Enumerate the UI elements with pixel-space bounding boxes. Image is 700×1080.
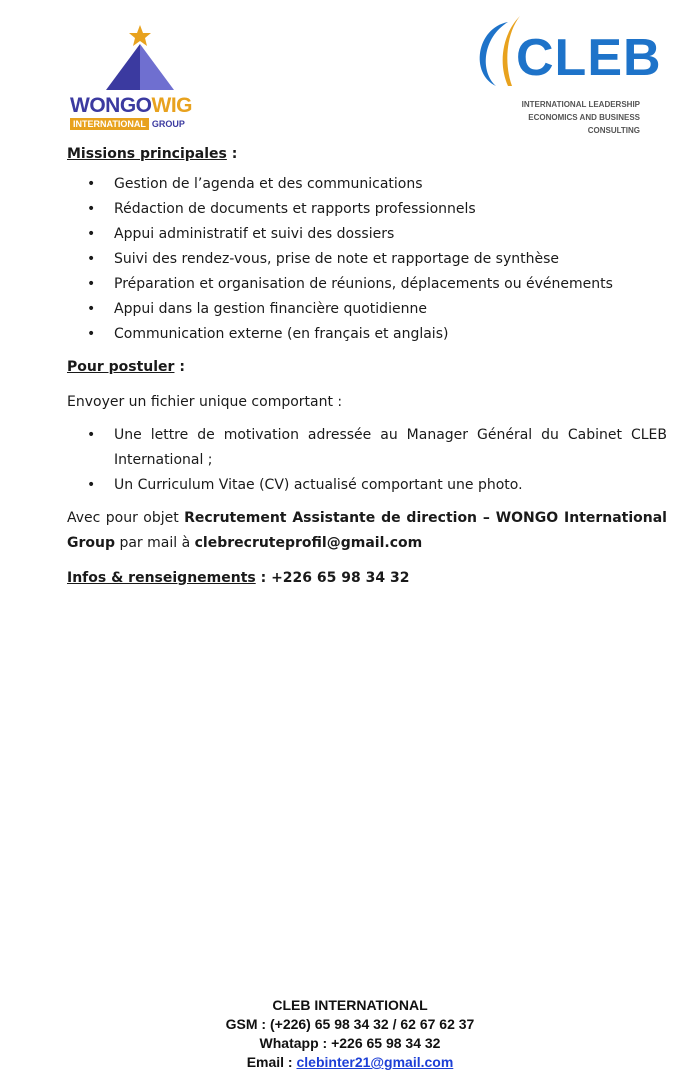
- list-item: • Appui dans la gestion financière quotidienne: [67, 297, 667, 322]
- apply-list: [67, 423, 667, 498]
- apply-object: Avec pour objet Recrutement Assistante de direction – WONGO International Group par mail à clebrecruteprofil@gmail.com: [67, 510, 667, 551]
- pyramid-star-icon: [62, 22, 222, 102]
- list-item: • Gestion de l’agenda et des communications: [67, 172, 667, 197]
- infos-heading: Infos & renseignements: [67, 570, 256, 586]
- list-item: • Appui administratif et suivi des dossiers: [67, 222, 667, 247]
- missions-list: [67, 172, 667, 347]
- wongo-tagline: INTERNATIONAL GROUP: [70, 119, 185, 129]
- wongo-wordmark: WONGOWIG: [70, 94, 192, 117]
- wongo-logo: [62, 22, 222, 137]
- recruitment-email[interactable]: clebrecruteprofil@gmail.com: [194, 535, 423, 551]
- cleb-wordmark: CLEB: [516, 29, 662, 87]
- footer-email-link[interactable]: clebinter21@gmail.com: [296, 1054, 454, 1070]
- list-item: • Communication externe (en français et anglais): [67, 322, 667, 347]
- cleb-logo: [468, 14, 662, 139]
- footer-gsm: GSM : (+226) 65 98 34 32 / 62 67 62 37: [225, 1016, 475, 1032]
- missions-heading-line: Missions principales :: [67, 146, 238, 162]
- footer-contact: [0, 996, 700, 1072]
- list-item: • Un Curriculum Vitae (CV) actualisé comportant une photo.: [67, 473, 667, 498]
- footer-company: CLEB INTERNATIONAL: [272, 997, 428, 1013]
- footer-whatsapp: Whatapp : +226 65 98 34 32: [259, 1035, 441, 1051]
- list-item: • Rédaction de documents et rapports professionnels: [67, 197, 667, 222]
- infos-line: [67, 566, 667, 591]
- document-body: [67, 142, 667, 591]
- apply-heading: Pour postuler: [67, 359, 175, 375]
- logo-star: [129, 25, 151, 46]
- footer-email-line: Email : clebinter21@gmail.com: [246, 1054, 454, 1070]
- logo-pyramid-left: [106, 44, 140, 90]
- list-item: • Une lettre de motivation adressée au Manager Général du Cabinet CLEB International ;: [67, 423, 667, 473]
- cleb-tagline: INTERNATIONAL LEADERSHIP ECONOMICS AND BUSINESS CONSULTING: [521, 100, 640, 135]
- list-item: • Préparation et organisation de réunions, déplacements ou événements: [67, 272, 667, 297]
- apply-intro: Envoyer un fichier unique comportant :: [67, 394, 343, 410]
- object-subject: Recrutement Assistante de direction – WONGO International Group: [67, 510, 667, 551]
- apply-heading-line: Pour postuler :: [67, 359, 185, 375]
- missions-heading: Missions principales: [67, 146, 227, 162]
- list-item: • Suivi des rendez-vous, prise de note et rapportage de synthèse: [67, 247, 667, 272]
- logo-pyramid-right: [140, 44, 174, 90]
- infos-phone: : +226 65 98 34 32: [255, 570, 410, 586]
